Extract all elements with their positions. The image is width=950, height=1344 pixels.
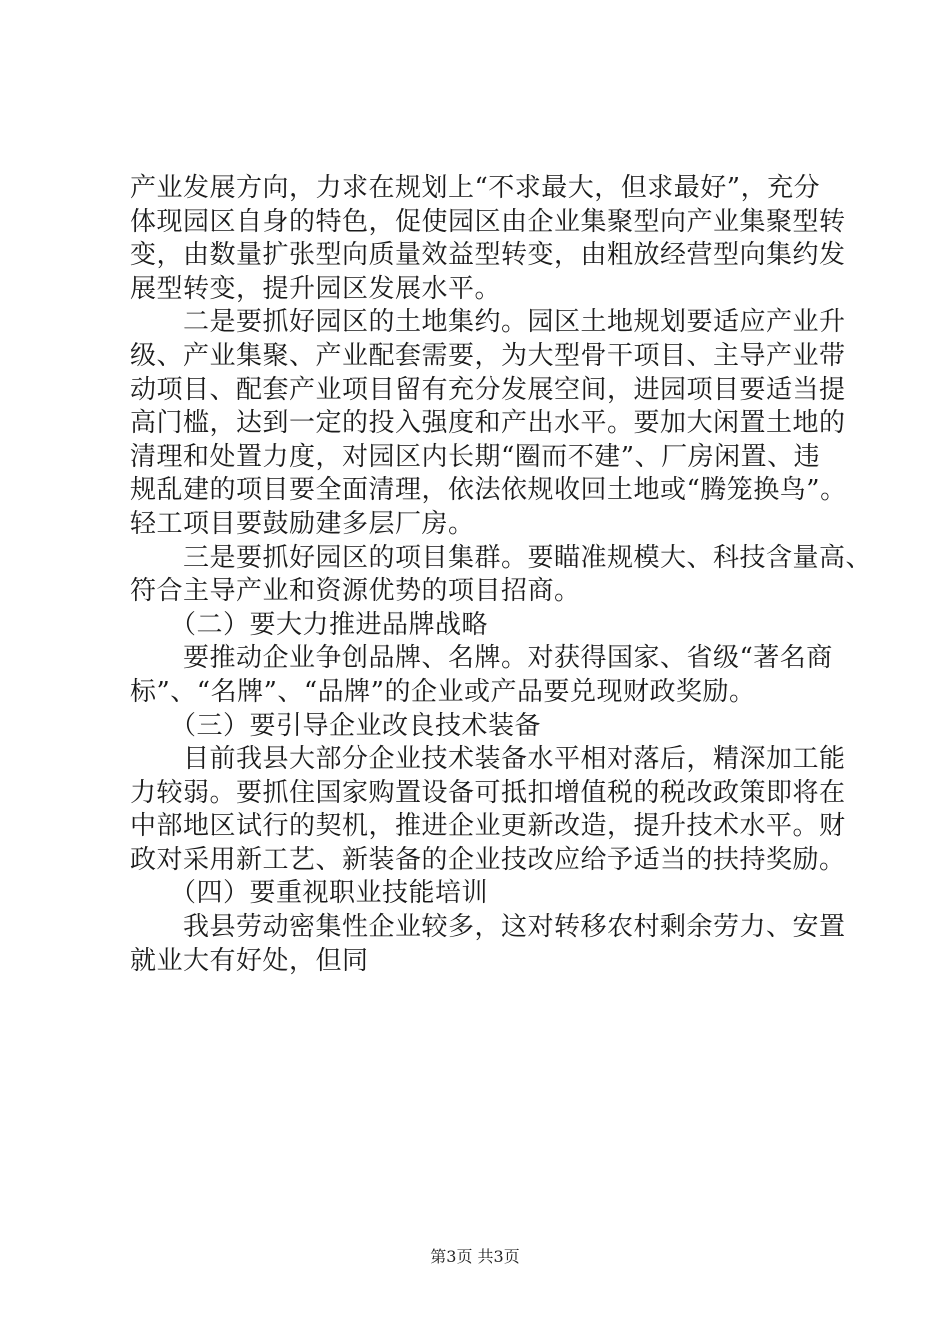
page-number-footer: 第3页 共3页	[430, 1247, 520, 1266]
text-line: 变，由数量扩张型向质量效益型转变，由粗放经营型向集约发	[130, 240, 846, 271]
text-line: 高门槛，达到一定的投入强度和产出水平。要加大闲置土地的	[130, 408, 846, 439]
text-line: 产业发展方向，力求在规划上“不求最大，但求最好”，充分	[130, 173, 821, 203]
text-line: 轻工项目要鼓励建多层厂房。	[130, 508, 475, 539]
text-line: 展型转变，提升园区发展水平。	[130, 273, 502, 304]
text-line: 清理和处置力度，对园区内长期“圈而不建”、厂房闲置、违	[130, 441, 821, 472]
text-line: 力较弱。要抓住国家购置设备可抵扣增值税的税改政策即将在	[130, 777, 846, 808]
section-heading: （二）要大力推进品牌战略	[130, 609, 489, 640]
text-line: 目前我县大部分企业技术装备水平相对落后，精深加工能	[130, 744, 846, 775]
text-line: 政对采用新工艺、新装备的企业技改应给予适当的扶持奖励。	[130, 844, 846, 875]
section-heading: （四）要重视职业技能培训	[130, 878, 489, 909]
text-line: 符合主导产业和资源优势的项目招商。	[130, 576, 581, 607]
text-line: 三是要抓好园区的项目集群。要瞄准规模大、科技含量高、	[130, 542, 873, 573]
section-heading: （三）要引导企业改良技术装备	[130, 710, 542, 741]
text-line: 中部地区试行的契机，推进企业更新改造，提升技术水平。财	[130, 811, 846, 842]
text-line: 规乱建的项目要全面清理，依法依规收回土地或“腾笼换鸟”。	[130, 475, 847, 506]
text-line: 体现园区自身的特色，促使园区由企业集聚型向产业集聚型转	[130, 206, 846, 237]
text-line: 要推动企业争创品牌、名牌。对获得国家、省级“著名商	[130, 643, 833, 674]
text-line: 级、产业集聚、产业配套需要，为大型骨干项目、主导产业带	[130, 340, 846, 371]
text-line: 标”、“名牌”、“品牌”的企业或产品要兑现财政奖励。	[130, 676, 756, 707]
text-line: 动项目、配套产业项目留有充分发展空间，进园项目要适当提	[130, 374, 846, 405]
text-line: 二是要抓好园区的土地集约。园区土地规划要适应产业升	[130, 307, 846, 338]
text-line: 就业大有好处，但同	[130, 945, 369, 976]
document-body	[130, 172, 873, 978]
text-line: 我县劳动密集性企业较多，这对转移农村剩余劳力、安置	[130, 912, 846, 943]
